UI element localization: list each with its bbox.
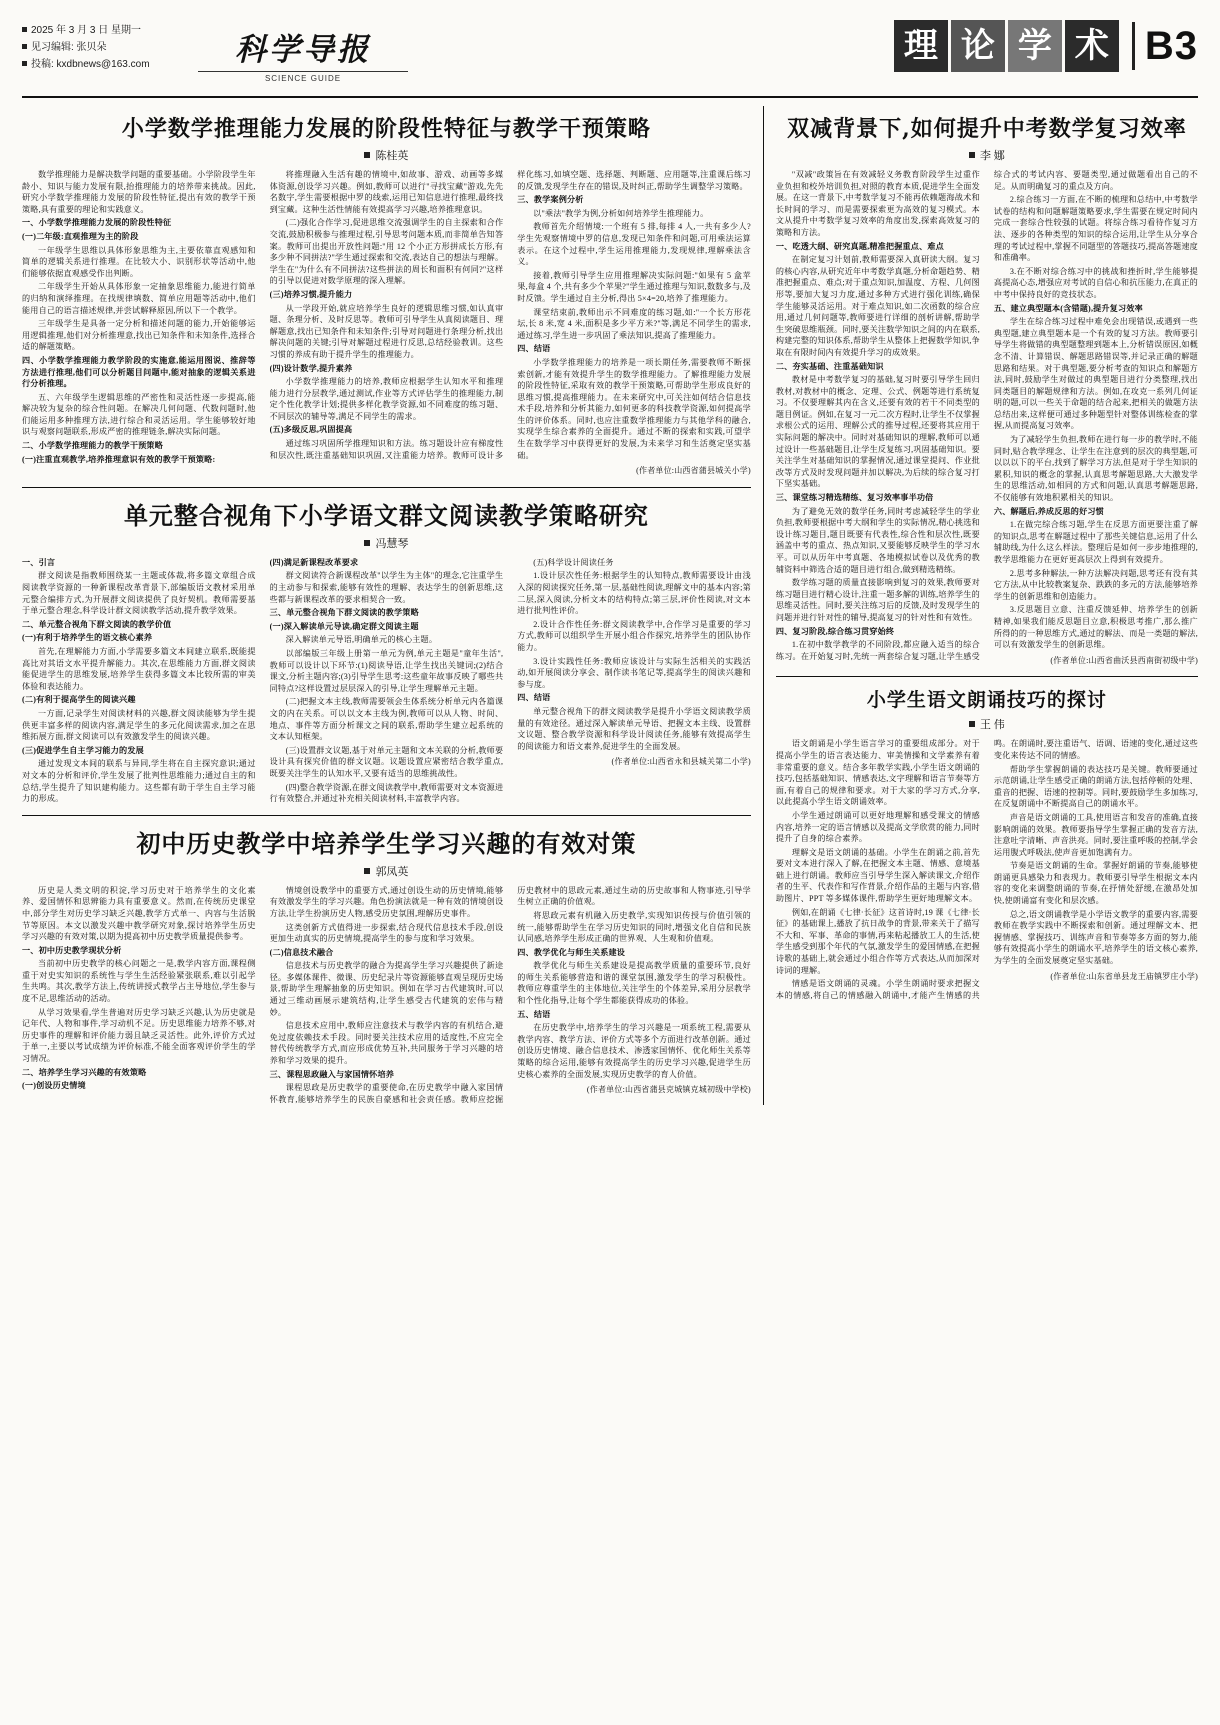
article-3-title: 初中历史教学中培养学生学习兴趣的有效对策 [136, 828, 637, 858]
subheading: (一)创设历史情境 [22, 1081, 86, 1091]
masthead [22, 18, 1198, 98]
bullet-icon [22, 44, 27, 49]
paragraph: 1.在初中数学教学的不同阶段,都应融入适当的综合练习。在开始复习时,先统一两套综合复习题,让学生感受综合式的考试内容、要题类型,通过做题看出自己的不足。从而明确复习的重点及方向。 [775, 170, 1198, 661]
paragraph: 单元整合视角下的群文阅读教学是提升小学语文阅读教学质量的有效途径。通过深入解读单元导语、把握文本主线、设置群文议题、整合教学资源和科学设计阅读任务,能够有效提高学生的阅读能力和语文素养,促进学生的全面发展。 [517, 706, 751, 751]
article-3 [22, 824, 751, 1106]
paragraph: 这类创新方式值得进一步探索,结合现代信息技术手段,创设更加生动真实的历史情境,提高学生的参与度和学习效果。 [269, 922, 504, 944]
masthead-section [894, 20, 1198, 72]
paragraph: 将思政元素有机融入历史教学,实现知识传授与价值引领的统一,能够帮助学生在学习历史知识的同时,增强文化自信和民族认同感,培养学生形成正确的世界观、人生观和价值观。 [517, 910, 751, 944]
subheading: (三)促进学生自主学习能力的发展 [22, 745, 144, 755]
subheading: (四)设计数学,提升素养 [269, 363, 353, 373]
paragraph: 语文朗诵是小学生语言学习的重要组成部分。对于提高小学生的语言表达能力、审美情操和文学素养有着非常重要的意义。结合多年教学实践,小学生语文朗诵的技巧,包括基础知识、情感表达,文字理解和语言节奏等方面,有着自己的规律和要求。对于大家的学习方式,分享,以此提高小学生语文朗诵效率。 [775, 739, 980, 807]
paragraph: (四)整合教学资源,在群文阅读教学中,教师需要对文本资源进行有效整合,并通过补充相关阅读材料,丰富教学内容。 [269, 782, 504, 804]
logo-divider [198, 71, 408, 72]
right-column [763, 106, 1198, 1105]
subheading: (一)有利于培养学生的语文核心素养 [22, 633, 153, 643]
paragraph: (二)把握文本主线,教师需要领会生体系统分析单元内各篇课文的内在关系。可以以文本主线为例,教师可以从人物、时间、地点、事件等方面分析课文之间的联系,帮助学生建立起系统的文本认知框架。 [269, 697, 504, 742]
article-1-title: 小学数学推理能力发展的阶段性特征与教学干预策略 [121, 116, 651, 142]
paper-name-en: SCIENCE GUIDE [264, 74, 342, 83]
subheading: 六、解题后,养成反思的好习惯 [993, 506, 1104, 516]
paragraph: 教材是中考数学复习的基础,复习时要引导学生回归教材,对教材中的概念、定理、公式、例题等进行系统复习。不仅要理解其内在含义,还要有效的若干不同类型的题目例证。例如,在复习一元二次方程时,让学生不仅掌握求根公式的运用、理解公式的推导过程,还要将其应用于实际问题的解决中。同时对基础知识的理解,教师可以通过设计一些基础题目,让学生反复练习,巩固基础知识。要关注学生对基础知识的掌握情况,通过课堂提问、作业批改等方式及时发现问题并加以解决,为后续的综合复习打下坚实基础。 [775, 375, 980, 489]
paragraph: 小学数学推理能力的培养是一项长期任务,需要教师不断探索创新,才能有效提升学生的数学推理能力。了解推理能力发展的阶段性特征,采取有效的教学干预策略,可帮助学生形成良好的思维习惯,提高推理能力。在未来研究中,可关注如何结合信息技术手段,培养和分析其能力,如何更多的科技教学资源,如何提高学生的评价体系。同时,也应注重数学推理能力与其他学科的融合,实现学生综合素养的全面提升。通过不断的探索和实践,可望学生在数学学习中获得更好的发展,为未来学习和生活奠定坚实基础。 [517, 357, 751, 460]
publish-date: 2025 年 3 月 3 日 星期一 [31, 25, 142, 36]
article-4-affiliation: (作者单位:山西省曲沃县西南街初级中学) [1050, 655, 1198, 665]
article-2-author: 冯慧琴 [375, 537, 409, 550]
paragraph: 信息技术与历史教学的融合为提高学生学习兴趣提供了新途径。多媒体课件、微课、历史纪录片等资源能够直观呈现历史场景,帮助学生理解抽象的历史知识。例如在学习古代建筑时,可以通过三维动画展示建筑结构,让学生感受古代建筑的宏伟与精妙。 [269, 961, 504, 1017]
paragraph: 例如,在朗诵《七律·长征》这首诗时,19 课《七律·长征》的基础课上,播放了抗日战争的背景,带来关于了描写不大和、军事、革命的事情,再来粘起播放工人的生活,使学生感受到那个年代的气氛,激发学生的爱国情感,在把握诗歌的基础上,就会通过小组合作等方式表达,从而加深对诗词的理解。 [775, 907, 980, 975]
subheading: (四)满足新课程改革要求 [269, 557, 359, 567]
article-divider [22, 487, 751, 488]
subheading: (三)培养习惯,提升能力 [269, 289, 353, 299]
subheading: 二、培养学生学习兴趣的有效策略 [22, 1067, 147, 1077]
paragraph: 二年级学生开始从具体形象一定抽象思维能力,能进行简单的归纳和演绎推理。在找规律填数、简单应用题等活动中,他们能用自己的语言描述规律,并尝试解释原因,所以下一个教学。 [22, 282, 256, 315]
paragraph: 教师首先介绍情境:一个班有 5 排,每排 4 人,一共有多少人?学生先观察情境中罗的信息,发现已知条件和问题,可用乘法运算表示。在这个过程中,学生运用推理能力,发现规律,理解乘法含义。 [517, 222, 751, 267]
bullet-icon [364, 868, 370, 874]
article-2 [22, 496, 751, 805]
article-3-affiliation: (作者单位:山西省蒲县克城镇克城初级中学校) [586, 1085, 751, 1095]
paragraph: 在制定复习计划前,教师需要深入真研读大纲。复习的核心内容,从研究近年中考数学真题,分析命题趋势、精准把握重点、难点;对于重点知识,加温度、方程、几何图形等,要加大复习力度,通过多种方式进行强化训练,确保学生能够灵活运用。对于难点知识,如二次函数的综合应用,通过几何问题等,教师要进行详细的剖析讲解,帮助学生突破思维瓶颈。同时,要关注数学知识之间的内在联系,构建完整的知识体系,帮助学生从整体上把握数学知识,争取在有限时间内有效提升学习的成效果。 [775, 255, 980, 357]
subheading: 四、复习阶段,综合练习贯穿始终 [775, 626, 895, 636]
article-2-body [22, 557, 751, 805]
subheading: (二)信息技术融合 [269, 947, 334, 957]
article-1-byline [22, 147, 751, 163]
paragraph: 教学优化与师生关系建设是提高教学质量的重要环节,良好的师生关系能够营造和谐的课堂氛围,激发学生的学习积极性。教师应尊重学生的主体地位,关注学生的个体差异,采用分层教学和个性化指导,让每个学生都能获得成功的体验。 [517, 961, 751, 1006]
article-2-byline [22, 535, 751, 551]
subheading: 三、课堂练习精选精练、复习效率事半功倍 [775, 493, 934, 503]
article-3-author: 郭凤英 [375, 865, 409, 878]
subheading: 五、建立典型题本(含错题),提升复习效率 [993, 303, 1143, 313]
article-1-affiliation: (作者单位:山西省蒲县城关小学) [636, 466, 751, 476]
subheading: 四、结语 [517, 344, 551, 354]
paragraph: 通过发现文本间的联系与异同,学生将在自主探究意识;通过对文本的分析和评价,学生发展了批判性思维能力;通过自主的和总结,学生提升了知识建构能力。这些都有助于学生自主学习能力的形成。 [22, 759, 256, 804]
bullet-icon [364, 152, 370, 158]
subheading: 五、结语 [517, 1009, 551, 1019]
subheading: (一)深入解读单元导读,确定群文阅读主题 [269, 621, 419, 631]
paragraph: "双减"政策旨在有效减轻义务教育阶段学生过重作业负担和校外培训负担,对照的教育本质,促进学生全面发展。在这一背景下,中考数学复习不能再依赖题海战术和长时间的学习、而是需要探索更为高效的复习模式。本文从提升中考数学复习效率的角度出发,探索高效复习的策略和方法。 [775, 170, 980, 237]
article-3-body [22, 885, 751, 1106]
bullet-icon [364, 540, 370, 546]
paragraph: 群文阅读是指教师围绕某一主题或体裁,将多篇文章组合成阅读教学资源的一种新课程改革背景下,部编版语文教材采用单元整合编排方式,为开展群文阅读提供了良好契机。教师需要基于单元整合理念,科学设计群文阅读教学活动,提升教学效果。 [22, 571, 256, 616]
paragraph: 3.设计实践性任务:教师应该设计与实际生活相关的实践活动,如开展阅读分享会、制作读书笔记等,提高学生的阅读兴趣和参与度。 [517, 656, 751, 689]
subheading: 四、小学数学推理能力教学阶段的实施意,能运用图说、推辞等方法进行推理,他们可以分析题目问题中,能对抽象的逻辑关系进行分析推理。 [22, 355, 256, 389]
subheading: 三、教学案例分析 [517, 195, 584, 205]
paragraph: 一年级学生思维以具体形象思维为主,主要依靠直观感知和简单的逻辑关系进行推理。在比较大小、识别形状等活动中,他们能够依据直观感受作出判断。 [22, 245, 256, 278]
subheading: 一、吃透大纲、研究真题,精准把握重点、难点 [775, 241, 944, 251]
article-5-title: 小学生语文朗诵技巧的探讨 [866, 689, 1107, 712]
editor-line: 见习编辑: 张贝朵 [31, 42, 107, 53]
paper-logo [198, 24, 408, 83]
paragraph: 3.反思题目立意、注重反馈延伸、培养学生的创新精神,如果我们能反思题目立意,积极思考推广,那么推广所得的的一种思维方式,通过的解法、而是一类题的解法,可以有效激发学生的创新思维。 [993, 605, 1198, 650]
paragraph: 一方面,记录学生对阅读材料的兴趣,群文阅读能够为学生提供更丰富多样的阅读内容,满足学生的多元化阅读需求,加之在思维拓展方面,群文阅读可以有效激发学生的阅读兴趣。 [22, 708, 256, 742]
subheading: (一)二年级:直观推理为主的阶段 [22, 231, 139, 241]
article-5-author: 王 伟 [980, 719, 1005, 732]
paragraph: 学生在综合练习过程中难免会出现错误,或遇到一些典型题,建立典型题本是一个有效的复习方法。教师要引导学生将做错的典型题整理到题本上,分析错误原因,如概念不清、计算错误、解题思路错误等,并记录正确的解题思路和结果。对于典型题,要分析考查的知识点和解题方法,同时,鼓励学生对做过的典型题目进行分类整理,找出同类题目的解题规律和方法。例如,在攻克一系列几何证明的题,可以一些关于命题的结合起来,把相关的做题方法总结出来,这样便可通过多种题型针对整体训练检查的掌握,从而提高复习效率。 [993, 317, 1198, 431]
page-columns [22, 106, 1198, 1105]
subheading: 二、夯实基础、注重基础知识 [775, 361, 884, 371]
section-label [894, 20, 1122, 72]
article-5-byline [776, 716, 1198, 732]
paragraph: 为了减轻学生负担,教师在进行每一步的教学时,不能同时,贴合教学理念、让学生在注意到的层次的典型题,可以以以下的平台,找到了解学习方法,但是对于学生知识的累积,知识的概念的掌握,认真思考解题思路,大大激发学生的思维活动,如相同的方式和问题,认真思考解题思路,不仅能够有效地积累相关的知识。 [993, 435, 1198, 503]
paragraph: (三)设置群文议题,基于对单元主题和文本关联的分析,教师要设计具有探究价值的群文议题。议题设置应紧密结合教学重点,既要关注学生的认知水平,又要有适当的思维挑战性。 [269, 745, 504, 778]
section-char-3: 学 [1008, 20, 1062, 72]
paragraph: 2.设计合作性任务:群文阅读教学中,合作学习是重要的学习方式,教师可以组织学生开展小组合作探究,培养学生的团队协作能力。 [517, 619, 751, 652]
paragraph: 信息技术应用中,教师应注意技术与教学内容的有机结合,避免过度依赖技术手段。同时要关注技术应用的适度性,不应完全替代传统教学方式,而应形成优势互补,共同服务于学习兴趣的培养和学习效果的提升。 [269, 1021, 504, 1066]
paragraph: 深入解读单元导语,明确单元的核心主题。 [285, 635, 438, 645]
paragraph: 群文阅读符合新课程改革"以学生为主体"的理念,它注重学生的主动参与和探索,能够有效性的理解、表达学生的创新思维,这些都与新课程改革的要求相契合一致。 [269, 571, 504, 604]
bullet-icon [22, 27, 27, 32]
article-divider [776, 676, 1198, 677]
paragraph: 数学练习题的质量直接影响到复习的效果,教师要对练习题目进行精心设计,注重一题多解的训练,培养学生的思维灵活性。同时,要关注练习后的反馈,及时发现学生的问题并进行针对性的辅导,提高复习的针对性和有效性。 [775, 578, 980, 622]
article-1-author: 陈桂英 [375, 150, 409, 162]
article-divider [22, 815, 751, 816]
paragraph: (二)强化合作学习,促进思维交流强调学生的自主探索和合作交流,鼓励积极参与推理过程,引导思考问题本质,而非简单告知答案。教师可出提出开放性问题:"用 12 个小正方形拼成长方形,有多少种不同拼法?"学生通过探索和交流,表达自己的想法与理解。学生在"为什么有不同拼法?这些拼法的周长和面积有何同?"这样的引导以促进对数学原理的深入理解。 [269, 218, 504, 286]
article-5-affiliation: (作者单位:山东省单县龙王庙镇罗庄小学) [1050, 971, 1198, 981]
section-char-4: 术 [1065, 20, 1119, 72]
article-1-body [22, 169, 751, 477]
paragraph: 帮助学生掌握朗诵的表达技巧是关键。教师要通过示范朗诵,让学生感受正确的朗诵方法,包括停顿的处理、重音的把握、语速的控制等。同时,要鼓励学生多加练习,在反复朗诵中不断提高自己的朗诵水平。 [993, 764, 1198, 809]
subheading: 四、教学优化与师生关系建设 [517, 947, 626, 957]
masthead-divider [1132, 22, 1135, 70]
bullet-icon [969, 152, 975, 158]
article-4-byline [776, 147, 1198, 163]
article-5 [776, 685, 1198, 1001]
paragraph: 总之,语文朗诵教学是小学语文教学的重要内容,需要教师在教学实践中不断探索和创新。通过理解文本、把握情感、掌握技巧、训练声音和节奏等多方面的努力,能够有效提高小学生的朗诵水平,培养学生的语文核心素养,为学生的全面发展奠定坚实基础。 [993, 909, 1198, 966]
masthead-info [22, 22, 150, 73]
paragraph: 2.综合练习一方面,在不断的梳理和总结中,中考数学试卷的结构和问题解题策略要求,学生需要在规定时间内完成一套综合性较强的试题。将综合练习看待作复习方法、逐步的各种类型的知识的综合运用,让学生从分享合理的考试过程中,掌握不同题型的答题技巧,提高答题速度和准确率。 [993, 195, 1198, 263]
article-4-title: 双减背景下,如何提升中考数学复习效率 [787, 116, 1187, 142]
subheading: 三、单元整合视角下群文阅读的教学策略 [269, 608, 419, 618]
section-char-1: 理 [894, 20, 948, 72]
paragraph: 五、六年级学生逻辑思维的严密性和灵活性逐一步提高,能解决较为复杂的综合性问题。在解决几何问题、代数问题时,他们能运用多种推理方法,进行综合和灵活运用。学生能够较好地识与观察问题联系,形成严密的推理链条,解决实际问题。 [22, 392, 256, 437]
paragraph: 通过练习巩固所学推理知识和方法。练习题设计应有梯度性和层次性,既注重基础知识巩固,又注重能力培养。教师可设计多样化练习,如填空题、选择题、判断题、应用题等,注重课后练习的反馈,发现学生存在的错误,及时纠正,帮助学生调整学习策略。 [269, 170, 751, 460]
article-3-byline [22, 863, 751, 879]
subheading: 一、小学数学推理能力发展的阶段性特征 [22, 218, 172, 228]
paragraph: 三年级学生是具备一定分析和描述问题的能力,开始能够运用逻辑推理,他们对分析推理意,找出已知条件和未知条件,选择合适的解题策略。 [22, 319, 256, 352]
subheading: 二、小学数学推理能力的教学干预策略 [22, 441, 163, 451]
bullet-icon [969, 721, 975, 727]
subheading: 一、引言 [22, 557, 56, 567]
paragraph: 1.设计层次性任务:根据学生的认知特点,教师需要设计由浅入深的阅读探究任务,第一层,基础性阅读,理解文中的基本内容;第二层,深入阅读,分析文本的结构特点;第三层,评价性阅读,对文本进行批判性评价。 [517, 571, 751, 616]
article-4-author: 李 娜 [980, 150, 1005, 162]
paragraph: 从学习效果看,学生普遍对历史学习缺乏兴趣,认为历史就是记年代、人物和事件,学习动机不足。历史思维能力培养不够,对历史事件的理解和评价能力弱且缺乏灵活性。此外,评价方式过于单一,主要以考试成绩为评价标准,不能全面客观评价学生的学习情况。 [22, 1007, 256, 1064]
article-2-affiliation: (作者单位:山西省永和县城关第二小学) [611, 757, 751, 767]
paragraph: 为了避免无效的数学任务,同时考虑减轻学生的学业负担,教师要根据中考大纲和学生的实际情况,精心挑选和设计练习题目,题目既要有代表性,综合性和层次性,既要涵盖中考的重点、热点知识,又要能够反映学生的学习水平。可以从历年中考真题、各地模拟试卷以及优秀的教辅资料中筛选合适的题目进行组合,做到精选精练。 [775, 506, 980, 574]
paragraph: 数学推理能力是解决数学问题的重要基础。小学阶段学生年龄小、知识与能力发展有限,抬推理能力的培养带来挑战。因此,研究小学数学推理能力发展的阶段性特征,提出有效的教学干预策略,具有重要的理论和实践意义。 [22, 170, 256, 214]
paper-name: 科学导报 [235, 32, 371, 68]
subheading: 二、单元整合视角下群文阅读的教学价值 [22, 619, 172, 629]
paragraph: 从一学段开始,就应培养学生良好的逻辑思维习惯,如认真审题、条理分析、及时反思等。教师可引导学生从真阅读题目、理解题意,找出已知条件和未知条件;引导对问题进行条理分析,找出解决问题的关键;引导对解题过程进行反思,总结经验教训。这些习惯的养成有助于提升学生的推理能力。 [269, 303, 504, 359]
paragraph: 小学数学推理能力的培养,教师应根据学生认知水平和推理能力进行分层教学,通过测试,作业等方式评估学生的推理能力,制定个性化教学计划;提供多样化教学资源,如不同难度的练习题、不同层次的辅导等,满足不同学生的需求。 [269, 377, 504, 421]
paragraph: 课程思政是历史教学的重要使命,在历史教学中融入家国情怀教育,能够培养学生的民族自豪感和社会责任感。教师应挖掘历史教材中的思政元素,通过生动的历史故事和人物事迹,引导学生树立正确的价值观。 [269, 885, 751, 1104]
article-4 [776, 112, 1198, 666]
paragraph: 1.在做完综合练习题,学生在反思方面更要注重了解的知识点,思考在解题过程中了那些关键信息,运用了什么辅助线,为什么这么样法。整理后是如何一步步地推理的,教学思维能力在更好更高层次上得到有效提升。 [993, 520, 1198, 564]
paragraph: 历史是人类文明的积淀,学习历史对于培养学生的文化素养、爱国情怀和思辨能力具有重要意义。然而,在传统历史课堂中,部分学生对历史学习缺乏兴趣,教学方式单一、内容与生活脱节等原因。本文以激发兴趣中教学研究对象,探讨培养学生历史学习兴趣的有效对策,以期为提高初中历史教学质量提供参考。 [22, 885, 256, 942]
paragraph: 将推理融入生活有趣的情境中,如故事、游戏、动画等多媒体资源,创设学习兴趣。例如,教师可以进行"寻找宝藏"游戏,先先名数字,学生需要根据中罗的线索,运用已知信息进行推理,最终找到宝藏。这种生活性情能有效提高学习兴趣,培养推理意识。 [269, 170, 504, 214]
paragraph: 情境创设教学中的重要方式,通过创设生动的历史情境,能够有效激发学生的学习兴趣。角色扮演法就是一种有效的情境创设方法,让学生扮演历史人物,感受历史氛围,理解历史事件。 [269, 885, 504, 918]
paragraph: 情感是语文朗诵的灵魂。小学生朗诵时要求把握文本的情感,将自己的情感融入朗诵中,才能产生情感的共鸣。在朗诵时,要注重语气、语调、语速的变化,通过这些变化来传达不同的情感。 [775, 739, 1198, 1000]
article-1 [22, 112, 751, 477]
article-2-title: 单元整合视角下小学语文群文阅读教学策略研究 [123, 500, 649, 530]
paragraph: 小学生通过朗诵可以更好地理解和感受课文的情感内容,培养一定的语言情感以及提高文学欣赏的能力,同时提升了自身的综合素养。 [775, 810, 980, 844]
subheading: 三、课程思政融入与家国情怀培养 [269, 1069, 395, 1079]
paragraph: 课堂结束前,教师出示不同难度的练习题,如:"一个长方形花坛,长 8 米,宽 4 米,面积是多少平方米?"等,满足不同学生的需求,通过练习,学生进一步巩固了乘法知识,提高了推理能力。 [517, 307, 751, 340]
submission-email: 投稿: kxdbnews@163.com [31, 59, 150, 70]
subheading: (一)注重直观教学,培养推理意识有效的教学干预策略: [22, 454, 216, 464]
paragraph: (五)科学设计阅读任务 [533, 557, 614, 567]
paragraph: 以部编版三年级上册第一单元为例,单元主题是"童年生活",教师可以设计以下环节:(1)阅读导语,让学生找出关键词;(2)结合课文,分析主题内容;(3)引导学生思考:这些童年故事反映了哪些共同特点?这样设置过层层深入的引导,让学生理解单元主题。 [269, 649, 504, 693]
bullet-icon [22, 61, 27, 66]
paragraph: 节奏是语文朗诵的生命。掌握好朗诵的节奏,能够使朗诵更具感染力和表现力。教师要引导学生根据文本内容的变化来调整朗诵的节奏,在抒情处舒缓,在激昂处加快,使朗诵富有变化和层次感。 [993, 861, 1198, 906]
article-5-body [776, 738, 1198, 1001]
page-number: B3 [1144, 23, 1198, 68]
subheading: 四、结语 [517, 693, 551, 703]
paragraph: 当前初中历史教学的核心问题之一是,教学内容方面,课程侧重于对史实知识的系统性与学生生活经验紧张联系,难以引起学生共鸣。其次,教学方法上,传统讲授式教学占主导地位,学生参与度不足,思维活动的活动。 [22, 959, 256, 1004]
paragraph: 在历史教学中,培养学生的学习兴趣是一项系统工程,需要从教学内容、教学方法、评价方式等多个方面进行改革创新。通过创设历史情境、融合信息技术、渗透家国情怀、优化师生关系等策略的综合运用,能够有效提高学生的历史学习兴趣,促进学生历史核心素养的全面发展,实现历史教学的育人价值。 [517, 1023, 751, 1079]
paragraph: 3.在不断对综合练习中的挑战和挫折时,学生能够提高提高心态,增强应对考试的自信心和抗压能力,在真正的中考中保持良好的竞技状态。 [993, 266, 1198, 299]
paragraph: 2.思考多种解法,一种方法解决问题,思考还有没有其它方法,从中比较教案复杂、跌跌的多元的方法,能够培养学生的创新思维和创造能力。 [993, 568, 1198, 601]
subheading: (二)有利于提高学生的阅读兴趣 [22, 695, 136, 705]
paragraph: 接着,教师引导学生应用推理解决实际问题:"如果有 5 盒苹果,每盒 4 个,共有多少个苹果?"学生通过推理与知识,数数多与,及时反馈。学生通过自主分析,得出 5×4=20,培养了推理能力。 [517, 270, 751, 303]
subheading: (五)多级反思,巩固提高 [269, 425, 353, 435]
paragraph: 理解文是语文朗诵的基础。小学生在朗诵之前,首先要对文本进行深入了解,在把握文本主题、情感、意境基础上进行朗诵。教师应当引导学生深入解读课文,介绍作者的生平、代表作和写作背景,介绍作品的主题与内容,借助图片、PPT 等多媒体课件,帮助学生更好地理解文本。 [775, 847, 980, 904]
section-char-2: 论 [951, 20, 1005, 72]
paragraph: 首先,在理解能力方面,小学需要多篇文本间建立联系,既能提高比对其语文水平提升解能力。其次,在思维能力方面,群文阅读能促进学生的思维发展,培养学生获得多篇文本比较所需的审美体验和表达能力。 [22, 647, 256, 691]
article-4-body [776, 169, 1198, 666]
paragraph: 声音是语文朗诵的工具,使用语言和发音的准确,直接影响朗诵的效果。教师要指导学生掌握正确的发音方法,注意吐字清晰、声音洪亮。同时,要注重呼吸的控制,学会运用腹式呼吸法,使声音更加饱满有力。 [993, 812, 1198, 857]
subheading: 一、初中历史教学现状分析 [22, 945, 122, 955]
paragraph: 以"乘法"教学为例,分析如何培养学生推理能力。 [533, 208, 709, 218]
left-column [22, 106, 763, 1105]
